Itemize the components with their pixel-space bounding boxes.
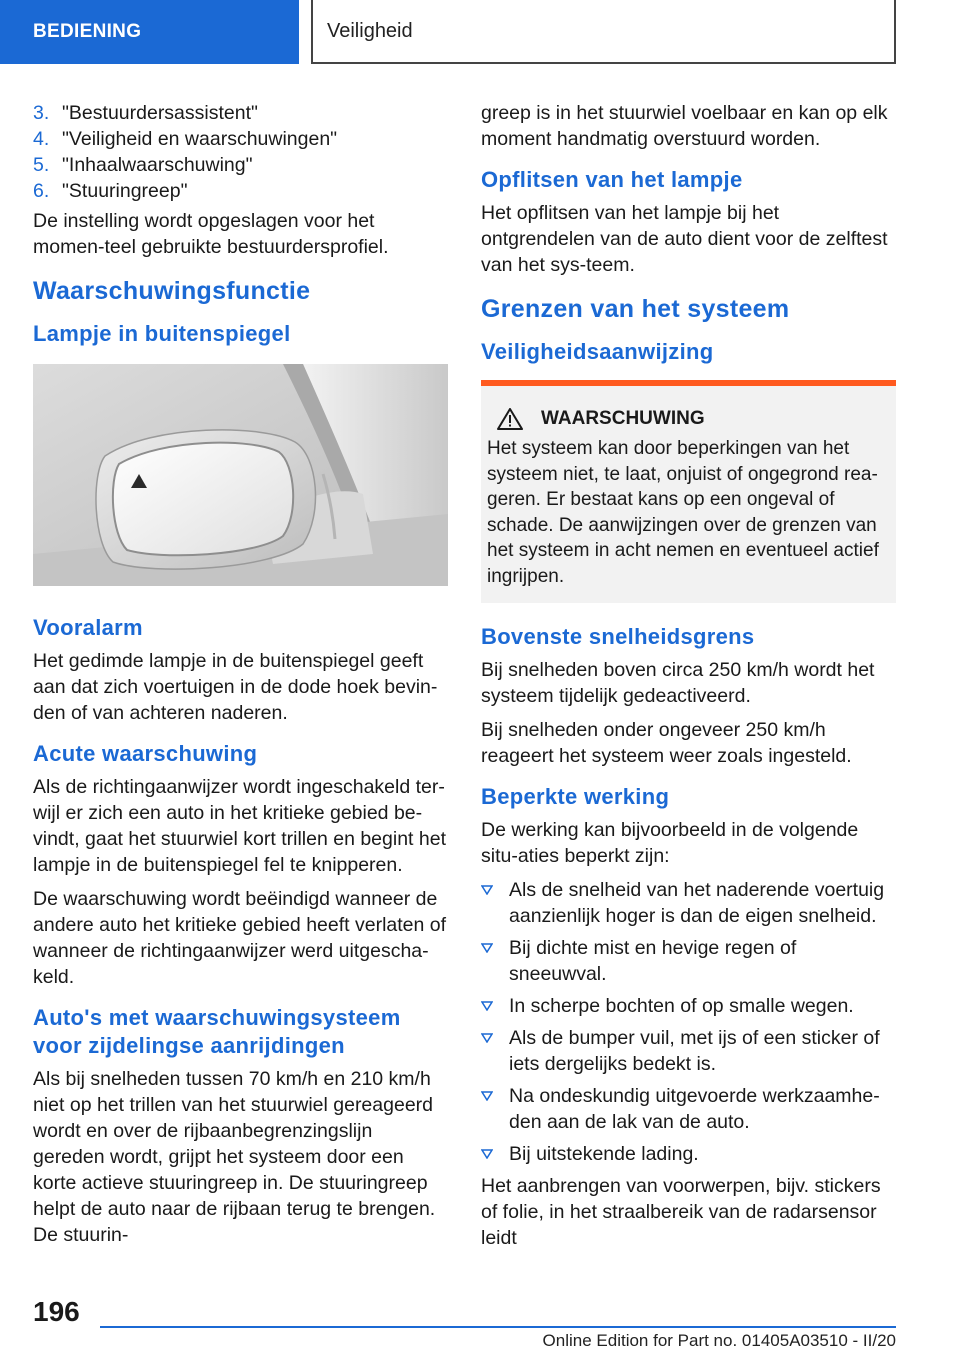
- list-item: [481, 1141, 896, 1167]
- continued-paragraph: greep is in het stuurwiel voelbaar en kan op elk moment handmatig overstuurd worden.: [481, 102, 888, 150]
- setting-paragraph: De instelling wordt opgeslagen voor het momen-teel gebruikte bestuurdersprofiel.: [33, 210, 389, 258]
- list-item: [33, 152, 448, 178]
- warning-title: WAARSCHUWING: [541, 408, 705, 429]
- prealarm-paragraph: Het gedimde lampje in de buitenspiegel geeft aan dat zich voertuigen in de dode hoek bevin-den of van achteren naderen.: [33, 650, 438, 724]
- warning-box: [481, 380, 896, 603]
- chapter-title: Veiligheid: [327, 19, 413, 42]
- left-column: [33, 100, 448, 1256]
- heading-system-limits: Grenzen van het systeem: [481, 295, 790, 323]
- right-column: [481, 100, 896, 1259]
- warning-triangle-icon: [497, 408, 523, 430]
- bullet-triangle-icon: [481, 935, 509, 987]
- heading-acute-warning: Acute waarschuwing: [33, 741, 258, 766]
- list-item: [481, 1025, 896, 1077]
- list-number: 5.: [33, 154, 50, 176]
- bullet-triangle-icon: [481, 877, 509, 929]
- warning-text: Het systeem kan door beperkingen van het systeem niet, te laat, onjuist of ongegrond rea-geren. Er bestaat kans op een ongeval of schade. De aanwijzingen over de grenzen van het systeem in acht nemen en eventueel actief ingrijpen.: [487, 438, 879, 587]
- list-text: Bij dichte mist en hevige regen of sneeuwval.: [509, 937, 797, 985]
- section-title: BEDIENING: [33, 21, 142, 42]
- speed-paragraph-2: Bij snelheden onder ongeveer 250 km/h reageert het systeem weer zoals ingesteld.: [481, 719, 852, 767]
- bullet-triangle-icon: [481, 1083, 509, 1135]
- bullet-triangle-icon: [481, 1141, 509, 1167]
- list-text: Als de bumper vuil, met ijs of een sticker of iets dergelijks bedekt is.: [509, 1027, 880, 1075]
- list-item: [481, 935, 896, 987]
- list-number: 3.: [33, 102, 50, 124]
- numbered-list: [33, 100, 448, 204]
- side-collision-paragraph: Als bij snelheden tussen 70 km/h en 210 km/h niet op het trillen van het stuurwiel gereageerd wordt en over de rijbaanbegrenzingslijn gereden wordt, grijpt het systeem door een korte actieve stuuringreep in. De stuuringreep helpt de auto naar de rijbaan terug te brengen. De stuurin-: [33, 1068, 436, 1246]
- warning-header: [487, 408, 888, 430]
- list-number: 6.: [33, 180, 50, 202]
- list-item: [481, 877, 896, 929]
- limitations-list: [481, 877, 896, 1167]
- chapter-tab: [311, 0, 896, 64]
- list-text: "Stuuringreep": [62, 180, 188, 202]
- heading-speed-limit: Bovenste snelheidsgrens: [481, 624, 755, 649]
- heading-limited-function: Beperkte werking: [481, 784, 670, 809]
- heading-lamp-flash: Opflitsen van het lampje: [481, 167, 743, 192]
- closing-paragraph: Het aanbrengen van voorwerpen, bijv. stickers of folie, in het straalbereik van de radarsensor leidt: [481, 1175, 881, 1249]
- limited-paragraph: De werking kan bijvoorbeeld in de volgende situ-aties beperkt zijn:: [481, 819, 859, 867]
- heading-warning-function: Waarschuwingsfunctie: [33, 277, 311, 305]
- lamp-flash-paragraph: Het opflitsen van het lampje bij het ontgrendelen van de auto dient voor de zelftest van het sys-teem.: [481, 202, 888, 276]
- list-number: 4.: [33, 128, 50, 150]
- list-item: [481, 1083, 896, 1135]
- page-number: 196: [33, 1296, 80, 1327]
- heading-safety-notice: Veiligheidsaanwijzing: [481, 339, 714, 364]
- bullet-triangle-icon: [481, 993, 509, 1019]
- heading-side-collision: Auto's met waarschuwingsysteem voor zijdelingse aanrijdingen: [33, 1005, 401, 1058]
- heading-prealarm: Vooralarm: [33, 615, 143, 640]
- list-text: Bij uitstekende lading.: [509, 1143, 699, 1165]
- list-text: "Bestuurdersassistent": [62, 102, 258, 124]
- acute-paragraph-2: De waarschuwing wordt beëindigd wanneer de andere auto het kritieke gebied heeft verlaten of wanneer de richtingaanwijzer werd uitgescha-keld.: [33, 888, 447, 988]
- section-tab: [0, 0, 299, 64]
- list-text: Na ondeskundig uitgevoerde werkzaamhe-den aan de lak van de auto.: [509, 1085, 880, 1133]
- list-text: Als de snelheid van het naderende voertuig aanzienlijk hoger is dan de eigen snelheid.: [509, 879, 885, 927]
- list-text: "Veiligheid en waarschuwingen": [62, 128, 338, 150]
- heading-mirror-lamp: Lampje in buitenspiegel: [33, 321, 291, 346]
- footer-divider: [100, 1326, 896, 1328]
- edition-note: Online Edition for Part no. 01405A03510 - II/20: [542, 1331, 896, 1350]
- speed-paragraph-1: Bij snelheden boven circa 250 km/h wordt het systeem tijdelijk gedeactiveerd.: [481, 659, 875, 707]
- bullet-triangle-icon: [481, 1025, 509, 1077]
- list-item: [481, 993, 896, 1019]
- list-text: In scherpe bochten of op smalle wegen.: [509, 995, 854, 1017]
- acute-paragraph-1: Als de richtingaanwijzer wordt ingeschakeld ter-wijl er zich een auto in het kritieke gebied be-vindt, gaat het stuurwiel kort trillen en begint het lampje in de buitenspiegel fel te knipperen.: [33, 776, 446, 876]
- list-text: "Inhaalwaarschuwing": [62, 154, 253, 176]
- list-item: [33, 126, 448, 152]
- list-item: [33, 100, 448, 126]
- mirror-illustration: [33, 364, 448, 586]
- list-item: [33, 178, 448, 204]
